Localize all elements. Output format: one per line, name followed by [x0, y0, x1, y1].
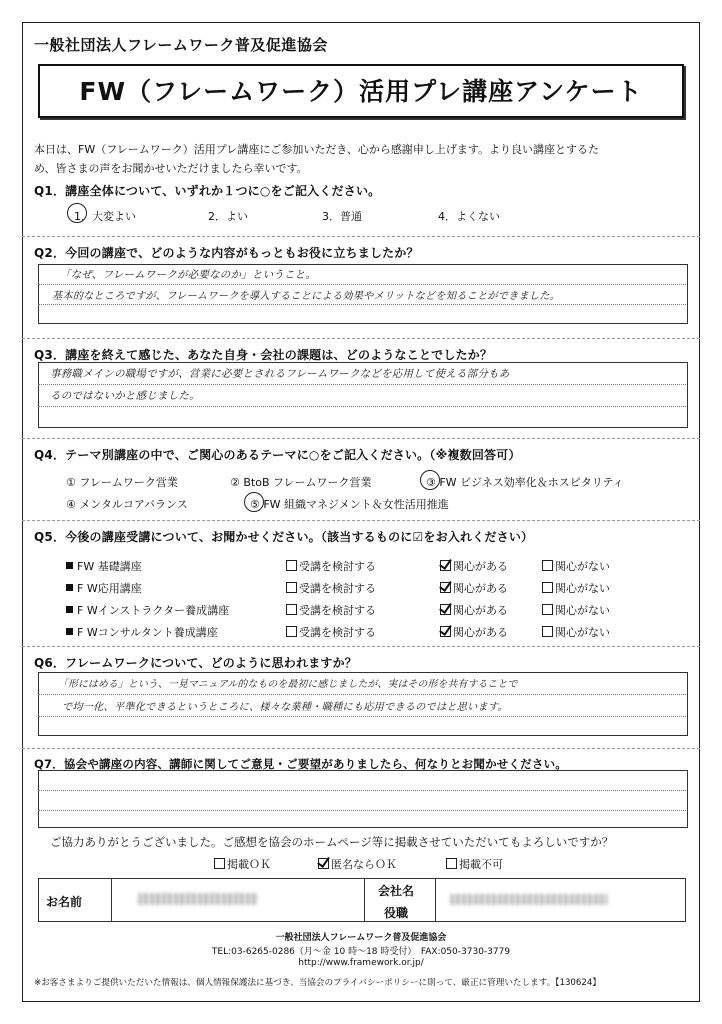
intro-text [34, 140, 686, 178]
company-redacted [450, 894, 608, 905]
footer-org: 一般社団法人フレームワーク普及促進協会 [275, 933, 447, 943]
intro-line-2: め、皆さまの声をお聞かせいただけましたら幸いです。 [34, 162, 308, 175]
q5-course-3: F Wインストラクター養成講座 [66, 602, 229, 618]
q5-interested-checkbox-3[interactable]: 関心がある [440, 602, 508, 618]
q4-selection-circle-5 [244, 492, 264, 512]
title-label: 役職 [384, 906, 409, 920]
q6-answer-line-1: 「形にはめる」という、一見マニュアル的なものを最初に感じましたが、実はその形を共有することで [58, 679, 518, 690]
q1-option-4[interactable]: 4．よくない [438, 210, 500, 223]
divider [22, 236, 700, 237]
q3-rule-2 [38, 406, 686, 407]
q6-rule-1 [38, 694, 686, 695]
q5-interested-checkbox-1[interactable]: 関心がある [440, 558, 508, 574]
q4-option-3[interactable]: ③ FW ビジネス効率化＆ホスピタリティ [426, 476, 624, 489]
q5-not-interested-checkbox-4[interactable]: 関心がない [542, 624, 610, 640]
consent-option-ok[interactable]: 掲載ＯＫ [214, 856, 271, 872]
q1-question: Q1．講座全体について、いずれか１つに○をご記入ください。 [34, 184, 381, 198]
q3-answer-line-1: 事務職メインの職場ですが、営業に必要とされるフレームワークなどを応用して使える部分もあ [50, 368, 510, 380]
q5-consider-checkbox-4[interactable]: 受講を検討する [286, 624, 376, 640]
intro-line-1: 本日は、FW（フレームワーク）活用プレ講座にご参加いただき、心から感謝申し上げます。より良い講座とするた [34, 143, 599, 156]
q4-option-2[interactable]: ② BtoB フレームワーク営業 [230, 476, 372, 489]
org-name: 一般社団法人フレームワーク普及促進協会 [34, 36, 328, 54]
divider [22, 748, 700, 749]
footer-url[interactable]: http://www.framework.or.jp/ [298, 958, 424, 968]
divider [22, 438, 700, 439]
q1-option-3[interactable]: 3．普通 [322, 210, 362, 223]
q4-question: Q4．テーマ別講座の中で、ご関心のあるテーマに○をご記入ください。（※複数回答可） [34, 448, 521, 462]
q5-question: Q5．今後の講座受講について、お聞かせください。（該当するものに☑をお入れください） [34, 530, 534, 544]
q5-not-interested-checkbox-3[interactable]: 関心がない [542, 602, 610, 618]
name-redacted [138, 893, 258, 905]
q5-not-interested-checkbox-1[interactable]: 関心がない [542, 558, 610, 574]
q4-option-1[interactable]: ① フレームワーク営業 [66, 476, 178, 489]
footer-contact: TEL:03-6265-0286（月～金 10 時～18 時受付） FAX:050-3730-3779 [211, 947, 511, 957]
consent-question: ご協力ありがとうございました。ご感想を協会のホームページ等に掲載させていただいてもよろしいですか？ [50, 835, 614, 849]
q5-consider-checkbox-1[interactable]: 受講を検討する [286, 558, 376, 574]
q4-option-4[interactable]: ④ メンタルコアバランス [66, 498, 188, 511]
q2-question: Q2．今回の講座で、どのような内容がもっともお役に立ちましたか？ [34, 246, 419, 260]
company-label: 会社名 [378, 884, 415, 898]
q5-not-interested-checkbox-2[interactable]: 関心がない [542, 580, 610, 596]
divider [22, 646, 700, 647]
consent-option-no[interactable]: 掲載不可 [446, 856, 503, 872]
q6-question: Q6．フレームワークについて、どのように思われますか？ [34, 656, 357, 670]
q5-course-2: F W応用講座 [66, 580, 142, 596]
q4-selection-circle-3 [420, 470, 440, 490]
q5-consider-checkbox-3[interactable]: 受講を検討する [286, 602, 376, 618]
q6-rule-2 [38, 716, 686, 717]
q2-rule-1 [38, 284, 686, 285]
q1-selection-circle [67, 203, 87, 223]
q4-option-5[interactable]: ⑤ FW 組織マネジメント＆女性活用推進 [250, 498, 449, 511]
q1-option-2[interactable]: 2．よい [208, 210, 248, 223]
q6-answer-line-2: で均一化、平準化できるというところに、様々な業種・職種にも応用できるのではと思います。 [62, 702, 508, 713]
q7-question: Q7．協会や講座の内容、講師に関してご意見・ご要望がありましたら、何なりとお聞かせください。 [34, 757, 567, 771]
q1-option-1[interactable]: 1．大変よい [74, 210, 136, 223]
q7-answer-box[interactable] [38, 770, 688, 828]
q2-answer-line-2: 基本的なところですが、フレームワークを導入することによる効果やメリットなどを知ることができました。 [52, 291, 561, 302]
consent-option-anonymous[interactable]: 匿名ならＯＫ [318, 856, 397, 872]
q3-answer-line-2: るのではないかと感じました。 [50, 390, 200, 402]
q5-course-4: F Wコンサルタント養成講座 [66, 624, 218, 640]
q5-course-1: FW 基礎講座 [66, 558, 142, 574]
page-title: FW（フレームワーク）活用プレ講座アンケート [79, 77, 643, 106]
q7-rule-1 [38, 790, 686, 791]
q2-answer-line-1: 「なぜ、フレームワークが必要なのか」ということ。 [60, 269, 317, 281]
q3-rule-1 [38, 384, 686, 385]
q5-interested-checkbox-4[interactable]: 関心がある [440, 624, 508, 640]
divider [22, 338, 700, 339]
q5-consider-checkbox-2[interactable]: 受講を検討する [286, 580, 376, 596]
q2-rule-2 [38, 304, 686, 305]
q3-question: Q3．講座を終えて感じた、あなた自身・会社の課題は、どのようなことでしたか？ [34, 348, 493, 362]
q5-interested-checkbox-2[interactable]: 関心がある [440, 580, 508, 596]
footer-privacy: ※お客さまよりご提供いただいた情報は、個人情報保護法に基づき、当協会のプライバシーポリシーに則って、厳正に管理いたします。【130624】 [34, 978, 601, 988]
divider [22, 520, 700, 521]
q7-rule-2 [38, 810, 686, 811]
name-label: お名前 [46, 895, 83, 909]
